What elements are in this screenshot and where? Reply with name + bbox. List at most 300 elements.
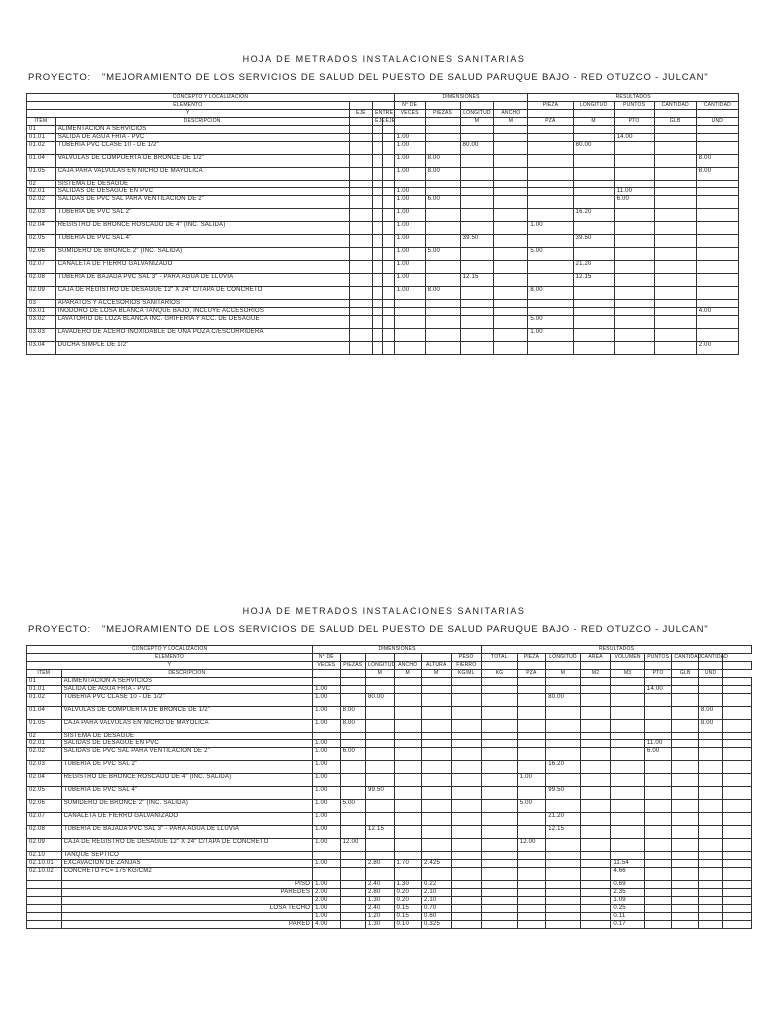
empty-cell [383, 341, 394, 354]
unit-volumen: M3 [611, 670, 645, 678]
unit-pieza: PZA [517, 670, 546, 678]
cell-total [482, 761, 518, 774]
cell-puntos: 6.00 [614, 196, 654, 209]
cell-und [698, 748, 722, 761]
cell-und [698, 839, 722, 852]
cell-veces: 1.00 [313, 813, 340, 826]
cell-ancho [394, 761, 421, 774]
cell-total [482, 813, 518, 826]
cell-und [696, 126, 738, 134]
cell-long_r: 80.00 [573, 141, 614, 154]
empty-cell [383, 167, 394, 180]
cell-long_r [546, 748, 581, 761]
cell-item: 02.03 [27, 761, 62, 774]
cell-long_r [546, 800, 581, 813]
cell-glb [672, 740, 698, 748]
cell-pieza [528, 167, 573, 180]
cell-desc: VALVULAS DE COMPUERTA DE BRONCE DE 1/2" [61, 706, 312, 719]
cell-total [482, 748, 518, 761]
cell-desc: TUBERIA DE PVC SAL 2" [55, 209, 349, 222]
cell-veces: 1.00 [313, 826, 340, 839]
cell-puntos [614, 248, 654, 261]
cell-peso [451, 859, 482, 867]
cell-pieza [517, 852, 546, 860]
cell-peso [451, 904, 482, 912]
empty-cell [383, 209, 394, 222]
cell-puntos [644, 787, 671, 800]
empty-cell [383, 248, 394, 261]
cell-desc: SALIDA DE AGUA FRIA - PVC [61, 685, 312, 693]
empty-cell [383, 196, 394, 209]
cell-puntos: 11.00 [614, 188, 654, 196]
unit-total: KG [482, 670, 518, 678]
empty-cell [349, 126, 373, 134]
cell-vol [611, 678, 645, 686]
cell-ancho [494, 287, 528, 300]
cell-longitud [460, 315, 494, 328]
cell-und: 8.00 [696, 154, 738, 167]
cell-pieza [517, 740, 546, 748]
empty-cell [723, 826, 752, 839]
cell-glb [672, 859, 698, 867]
cell-veces: 1.00 [394, 167, 425, 180]
cell-item: 01.05 [27, 167, 56, 180]
cell-pieza [528, 261, 573, 274]
cell-und: 4.00 [696, 307, 738, 315]
cell-veces: 1.00 [313, 719, 340, 732]
cell-desc: ALIMENTACION A SERVICIOS [55, 126, 349, 134]
cell-glb [654, 328, 696, 341]
header-area: AREA [580, 654, 611, 662]
cell-veces: 1.00 [394, 196, 425, 209]
cell-desc: DUCHA SIMPLE DE 1/2" [55, 341, 349, 354]
cell-item: 01.01 [27, 133, 56, 141]
cell-altura [421, 813, 451, 826]
cell-longitud [460, 261, 494, 274]
cell-longitud: 99.50 [366, 787, 395, 800]
section-row [27, 852, 752, 860]
cell-piezas [340, 813, 365, 826]
cell-glb [672, 748, 698, 761]
cell-long_r [546, 859, 581, 867]
cell-puntos [644, 920, 671, 928]
cell-veces: 1.00 [313, 706, 340, 719]
empty-cell [723, 867, 752, 880]
cell-desc: CAJA DE REGISTRO DE DESAGUE 12" X 24" C/TAPA DE CONCRETO [55, 287, 349, 300]
empty-cell [723, 888, 752, 896]
cell-item: 02.04 [27, 222, 56, 235]
cell-long_r [573, 341, 614, 354]
cell-item: 02.04 [27, 774, 62, 787]
cell-desc: TUBERIA DE PVC SAL 4" [61, 787, 312, 800]
cell-und [696, 180, 738, 188]
cell-total [482, 912, 518, 920]
cell-area [580, 740, 611, 748]
cell-item: 02.02 [27, 196, 56, 209]
cell-total [482, 774, 518, 787]
cell-desc: PAREDES [61, 888, 312, 896]
cell-longitud [460, 196, 494, 209]
cell-total [482, 880, 518, 888]
cell-und [696, 196, 738, 209]
cell-peso [451, 748, 482, 761]
cell-glb [654, 248, 696, 261]
cell-item: 02.10 [27, 852, 62, 860]
cell-peso [451, 706, 482, 719]
cell-glb [672, 920, 698, 928]
empty-cell [383, 222, 394, 235]
cell-und [696, 188, 738, 196]
cell-long_r [546, 896, 581, 904]
table-row [27, 839, 752, 852]
cell-puntos [644, 880, 671, 888]
cell-desc: PARED [61, 920, 312, 928]
cell-longitud [366, 839, 395, 852]
cell-pieza [528, 188, 573, 196]
empty-cell [723, 904, 752, 912]
cell-item [27, 912, 62, 920]
cell-und: 8.00 [696, 167, 738, 180]
cell-veces: 1.00 [394, 274, 425, 287]
cell-puntos [644, 813, 671, 826]
cell-puntos: 14.00 [614, 133, 654, 141]
cell-ancho: 0.15 [394, 912, 421, 920]
empty-cell [723, 852, 752, 860]
cell-peso [451, 740, 482, 748]
cell-und [696, 248, 738, 261]
cell-longitud [460, 307, 494, 315]
cell-area [580, 761, 611, 774]
cell-item: 02.09 [27, 839, 62, 852]
sheet-title: HOJA DE METRADOS INSTALACIONES SANITARIAS [242, 606, 526, 616]
empty-cell [383, 154, 394, 167]
cell-puntos [614, 141, 654, 154]
cell-item: 02.05 [27, 235, 56, 248]
cell-puntos [614, 154, 654, 167]
cell-pieza [517, 867, 546, 880]
unit-puntos: PTO [614, 118, 654, 126]
cell-altura [421, 685, 451, 693]
cell-longitud [460, 154, 494, 167]
cell-pieza [517, 732, 546, 740]
cell-vol: 0.17 [611, 920, 645, 928]
cell-und [698, 912, 722, 920]
cell-item: 02.08 [27, 274, 56, 287]
header-concepto: CONCEPTO Y LOCALIZACION [27, 94, 395, 102]
cell-pieza [517, 904, 546, 912]
sheet-2 [0, 580, 768, 1024]
cell-long_r: 39.50 [573, 235, 614, 248]
cell-desc: SALIDAS DE DESAGUE EN PVC [55, 188, 349, 196]
project-label: PROYECTO: [28, 624, 91, 635]
cell-piezas: 8.00 [340, 719, 365, 732]
unit-und: UND [698, 670, 722, 678]
table-row [27, 133, 739, 141]
empty-cell [383, 180, 394, 188]
empty-cell [349, 307, 373, 315]
cell-area [580, 732, 611, 740]
header-eje: EJE [349, 110, 373, 118]
cell-und [698, 685, 722, 693]
cell-und [698, 826, 722, 839]
empty-cell [723, 732, 752, 740]
cell-area [580, 920, 611, 928]
cell-total [482, 852, 518, 860]
cell-vol [611, 813, 645, 826]
unit-longitud-r: M [546, 670, 581, 678]
cell-puntos [644, 761, 671, 774]
cell-long_r [573, 287, 614, 300]
cell-vol: 1.09 [611, 896, 645, 904]
cell-item: 01.05 [27, 719, 62, 732]
cell-piezas [340, 740, 365, 748]
header-cantidad-1: CANTIDAD [672, 654, 698, 662]
cell-pieza [517, 888, 546, 896]
cell-ancho [394, 826, 421, 839]
header-resultados: RESULTADOS [482, 646, 752, 654]
cell-glb [672, 706, 698, 719]
cell-glb [672, 867, 698, 880]
empty-cell [349, 248, 373, 261]
cell-veces [313, 732, 340, 740]
cell-desc: TUBERIA DE BAJADA PVC SAL 3" - PARA AGUA DE LLUVIA [61, 826, 312, 839]
cell-veces: 1.00 [313, 693, 340, 706]
cell-desc: VALVULAS DE COMPUERTA DE BRONCE DE 1/2" [55, 154, 349, 167]
cell-long_r: 21.20 [573, 261, 614, 274]
header-longitud: LONGITUD [366, 662, 395, 670]
cell-ancho [494, 196, 528, 209]
cell-desc: SUMIDERO DE BRONCE 2" (INC. SALIDA) [61, 800, 312, 813]
cell-vol [611, 693, 645, 706]
cell-pieza [517, 859, 546, 867]
cell-und: 2.00 [696, 341, 738, 354]
unit-peso: KG/ML [451, 670, 482, 678]
cell-desc: LOSA TECHO [61, 904, 312, 912]
cell-puntos: 6.00 [644, 748, 671, 761]
cell-long_r [546, 774, 581, 787]
header-elemento: ELEMENTO [27, 654, 313, 662]
cell-veces: 1.00 [394, 209, 425, 222]
cell-long_r: 12.15 [573, 274, 614, 287]
cell-ancho [494, 133, 528, 141]
cell-piezas [340, 920, 365, 928]
cell-ancho [394, 787, 421, 800]
table-row [27, 888, 752, 896]
cell-area [580, 800, 611, 813]
cell-ancho [494, 222, 528, 235]
table-row [27, 826, 752, 839]
cell-long_r [573, 248, 614, 261]
cell-total [482, 867, 518, 880]
cell-pieza: 1.00 [517, 774, 546, 787]
header-cantidad-2: CANTIDAD [698, 654, 722, 662]
cell-piezas [340, 774, 365, 787]
cell-longitud [460, 209, 494, 222]
cell-ancho: 0.20 [394, 888, 421, 896]
header-ancho: ANCHO [494, 110, 528, 118]
cell-und: 8.00 [698, 706, 722, 719]
empty-cell [373, 209, 383, 222]
cell-piezas: 8.00 [425, 167, 460, 180]
cell-ancho [394, 740, 421, 748]
project-name: "MEJORAMIENTO DE LOS SERVICIOS DE SALUD DEL PUESTO DE SALUD PARUQUE BAJO - RED OTUZCO - JULCAN" [102, 72, 709, 83]
unit-pieza: PZA [528, 118, 573, 126]
cell-ancho [394, 867, 421, 880]
cell-puntos [614, 180, 654, 188]
cell-und [696, 315, 738, 328]
cell-glb [672, 800, 698, 813]
cell-area [580, 813, 611, 826]
cell-pieza [517, 748, 546, 761]
cell-puntos [644, 774, 671, 787]
table-row [27, 315, 739, 328]
cell-longitud [366, 732, 395, 740]
cell-ancho [494, 300, 528, 308]
cell-altura: 0.325 [421, 920, 451, 928]
cell-desc: SISTEMA DE DESAGUE [55, 180, 349, 188]
empty-cell [383, 315, 394, 328]
header-piezas: PIEZAS [425, 110, 460, 118]
table-row [27, 248, 739, 261]
cell-longitud [366, 867, 395, 880]
cell-longitud [460, 287, 494, 300]
cell-pieza [517, 826, 546, 839]
cell-item: 03 [27, 300, 56, 308]
cell-desc: EXCAVACION DE ZANJAS [61, 859, 312, 867]
empty-cell [373, 154, 383, 167]
cell-und [696, 222, 738, 235]
empty-cell [383, 328, 394, 341]
cell-item: 02 [27, 180, 56, 188]
cell-puntos [614, 328, 654, 341]
cell-vol [611, 685, 645, 693]
header-resultados: RESULTADOS [528, 94, 739, 102]
cell-pieza [528, 209, 573, 222]
cell-glb [654, 222, 696, 235]
empty-cell [349, 287, 373, 300]
cell-glb [654, 126, 696, 134]
cell-long_r [573, 167, 614, 180]
empty-cell [373, 287, 383, 300]
cell-pieza [528, 300, 573, 308]
unit-und: UND [696, 118, 738, 126]
cell-puntos [644, 826, 671, 839]
cell-pieza [528, 196, 573, 209]
table-row [27, 287, 739, 300]
cell-pieza [528, 126, 573, 134]
cell-item: 03.01 [27, 307, 56, 315]
cell-desc: SALIDAS DE DESAGUE EN PVC [61, 740, 312, 748]
unit-longitud: M [366, 670, 395, 678]
cell-longitud [460, 341, 494, 354]
cell-veces: 1.00 [394, 248, 425, 261]
cell-item: 03.02 [27, 315, 56, 328]
cell-item: 02.02 [27, 748, 62, 761]
cell-long_r [546, 888, 581, 896]
cell-glb [654, 188, 696, 196]
cell-desc: CAJA PARA VALVULAS EN NICHO DE MAYOLICA [61, 719, 312, 732]
header-dimensiones: DIMENSIONES [313, 646, 482, 654]
table-row [27, 328, 739, 341]
cell-glb [672, 852, 698, 860]
cell-veces: 1.00 [394, 188, 425, 196]
cell-longitud [460, 126, 494, 134]
cell-ancho [494, 261, 528, 274]
cell-glb [672, 888, 698, 896]
cell-pieza: 12.00 [517, 839, 546, 852]
cell-und [696, 209, 738, 222]
cell-pieza [528, 180, 573, 188]
cell-longitud [460, 133, 494, 141]
table-row [27, 196, 739, 209]
cell-veces: 2.00 [313, 888, 340, 896]
cell-glb [654, 261, 696, 274]
cell-piezas [425, 133, 460, 141]
cell-desc: CONCRETO FC= 175 KG/CM2 [61, 867, 312, 880]
cell-altura [421, 787, 451, 800]
cell-area [580, 867, 611, 880]
cell-piezas [340, 761, 365, 774]
cell-ancho [394, 748, 421, 761]
cell-und [698, 761, 722, 774]
empty-cell [723, 719, 752, 732]
cell-und [698, 732, 722, 740]
cell-piezas [340, 852, 365, 860]
project-line [28, 72, 708, 83]
cell-long_r: 12.15 [546, 826, 581, 839]
cell-vol: 0.25 [611, 904, 645, 912]
table-row [27, 307, 739, 315]
cell-und: 8.00 [698, 719, 722, 732]
cell-item: 02.01 [27, 188, 56, 196]
cell-veces [394, 341, 425, 354]
header-item: ITEM [27, 670, 62, 678]
cell-ancho [494, 209, 528, 222]
cell-piezas [425, 188, 460, 196]
cell-desc: REGISTRO DE BRONCE ROSCADO DE 4" (INC. SALIDA) [55, 222, 349, 235]
header-eje-2: EJE [383, 118, 394, 126]
cell-veces [313, 867, 340, 880]
cell-longitud: 12.15 [460, 274, 494, 287]
cell-item: 01 [27, 678, 62, 686]
header-puntos: PUNTOS [614, 102, 654, 110]
cell-veces: 1.00 [313, 740, 340, 748]
cell-longitud: 80.00 [460, 141, 494, 154]
cell-ancho [494, 141, 528, 154]
cell-veces [394, 307, 425, 315]
cell-item: 01.04 [27, 154, 56, 167]
cell-desc: APARATOS Y ACCESORIOS SANITARIOS [55, 300, 349, 308]
cell-veces: 2.00 [313, 896, 340, 904]
cell-pieza [517, 719, 546, 732]
cell-piezas [340, 880, 365, 888]
cell-item: 01.02 [27, 141, 56, 154]
cell-ancho [494, 167, 528, 180]
empty-cell [723, 740, 752, 748]
cell-desc: TANQUE SEPTICO [61, 852, 312, 860]
cell-altura: 0.70 [421, 904, 451, 912]
cell-peso [451, 826, 482, 839]
empty-cell [723, 706, 752, 719]
cell-item: 02.06 [27, 248, 56, 261]
header-cantidad-1: CANTIDAD [654, 102, 696, 110]
cell-glb [672, 880, 698, 888]
cell-puntos [614, 300, 654, 308]
cell-long_r [573, 315, 614, 328]
cell-glb [672, 719, 698, 732]
cell-altura [421, 706, 451, 719]
cell-total [482, 719, 518, 732]
